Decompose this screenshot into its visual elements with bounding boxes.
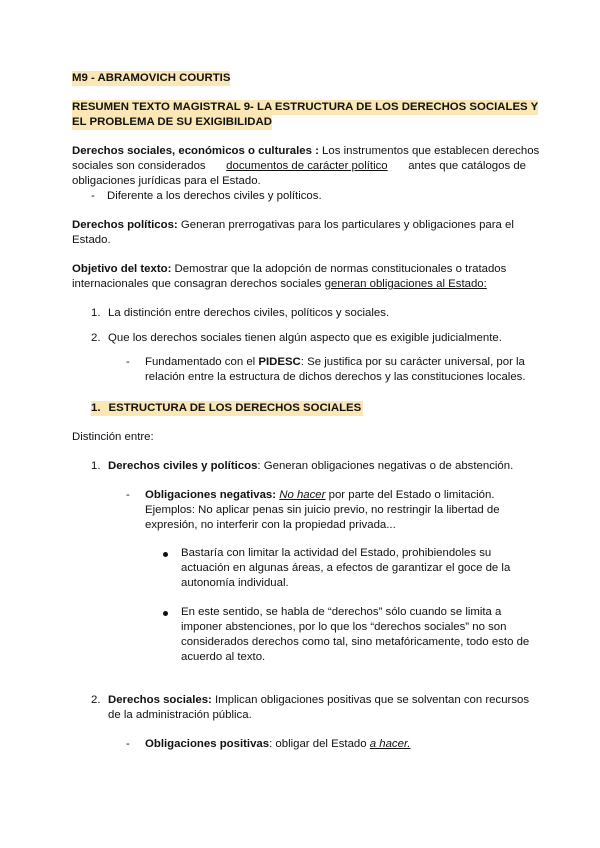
bullet-icon <box>163 552 168 557</box>
objective-text: internacionales que consagran derechos sociales <box>72 278 325 290</box>
examples-line-2: expresión, no interferir con la propiedad privada... <box>145 519 396 531</box>
bullet-line: acuerdo al texto. <box>181 651 266 663</box>
dash-marker: - <box>126 489 130 501</box>
objective-term: Objetivo del texto: <box>72 263 172 275</box>
list-number: 2. <box>91 694 101 706</box>
political-rights-line-1 <box>72 218 514 233</box>
intro-text: Los instrumentos que establecen derechos <box>318 145 540 157</box>
underlined-phrase: documentos de carácter político <box>226 160 388 172</box>
underlined-phrase: No hacer <box>279 489 326 501</box>
examples-line-1 <box>145 503 526 518</box>
negative-obligations-text: por parte del Estado o limitación. <box>325 489 495 501</box>
intro-paragraph-line-3: obligaciones jurídicas para el Estado. <box>72 175 261 187</box>
civil-rights-item <box>108 459 513 474</box>
document-title-line-2: EL PROBLEMA DE SU EXIGIBILIDAD <box>72 116 272 128</box>
pidesc-line-1 <box>145 355 525 370</box>
positive-obligations-term: Obligaciones positivas <box>145 738 270 750</box>
bullet-line: considerados derechos como tal, sino metafóricamente, todo esto de <box>181 636 530 648</box>
social-rights-term: Derechos sociales: <box>108 694 212 706</box>
intro-text: sociales son considerados <box>72 160 206 172</box>
underlined-phrase: generan obligaciones al Estado: <box>324 278 487 290</box>
examples-text: Ejemplos: No aplicar penas sin juicio previo, no restringir la libertad de <box>145 504 500 516</box>
section-number: 1. <box>91 402 101 414</box>
bullet-line: imponer abstenciones, por lo que los “derechos sociales” no son <box>181 621 507 633</box>
objective-line-1 <box>72 262 506 277</box>
social-rights-line-1 <box>108 693 529 708</box>
underlined-phrase: a hacer. <box>369 738 411 750</box>
intro-text: antes que catálogos de <box>408 160 526 172</box>
dash-marker: - <box>126 738 130 750</box>
list-number: 2. <box>91 332 101 344</box>
section-heading <box>91 401 363 416</box>
list-number: 1. <box>91 460 101 472</box>
bullet-line: Bastaría con limitar la actividad del Estado, prohibiendoles su <box>181 547 492 559</box>
section-title: ESTRUCTURA DE LOS DERECHOS SOCIALES <box>108 402 362 414</box>
pidesc-acronym: PIDESC <box>258 356 301 368</box>
pidesc-text: : Se justifica por su carácter universal, por la <box>300 356 525 368</box>
positive-obligations-line <box>145 737 411 752</box>
objective-item: Que los derechos sociales tienen algún aspecto que es exigible judicialmente. <box>108 332 502 344</box>
negative-obligations-line <box>145 488 495 503</box>
civil-rights-term: Derechos civiles y políticos <box>108 460 258 472</box>
objective-item: La distinción entre derechos civiles, políticos y sociales. <box>108 307 390 319</box>
pidesc-text: Fundamentado con el <box>145 356 259 368</box>
bullet-line: actuación en algunas áreas, a efectos de garantizar el goce de la <box>181 562 511 574</box>
pidesc-line-2: relación entre la estructura de dichos derechos y las constituciones locales. <box>145 371 526 383</box>
list-number: 1. <box>91 307 101 319</box>
document-title-line-1: RESUMEN TEXTO MAGISTRAL 9- LA ESTRUCTURA DE LOS DERECHOS SOCIALES Y <box>72 101 539 113</box>
social-rights-line-2: de la administración pública. <box>108 709 252 721</box>
objective-line-2 <box>72 277 487 292</box>
intro-dash-item: Diferente a los derechos civiles y políticos. <box>107 190 322 202</box>
dash-marker: - <box>91 190 95 202</box>
intro-paragraph-line-2 <box>72 159 526 174</box>
negative-obligations-term: Obligaciones negativas: <box>145 489 277 501</box>
political-rights-term: Derechos políticos: <box>72 219 178 231</box>
political-rights-line-2: Estado. <box>72 234 111 246</box>
positive-obligations-text: : obligar del Estado <box>269 738 370 750</box>
intro-paragraph-line-1 <box>72 144 539 159</box>
bullet-line: autonomía individual. <box>181 577 289 589</box>
intro-term: Derechos sociales, económicos o culturales : <box>72 145 319 157</box>
distinction-intro: Distinción entre: <box>72 431 154 443</box>
political-rights-text: Generan prerrogativas para los particulares y obligaciones para el <box>177 219 514 231</box>
objective-text: Demostrar que la adopción de normas constitucionales o tratados <box>171 263 507 275</box>
bullet-line: En este sentido, se habla de “derechos” sólo cuando se limita a <box>181 606 502 618</box>
social-rights-text: Implican obligaciones positivas que se solventan con recursos <box>211 694 530 706</box>
bullet-icon <box>163 611 168 616</box>
dash-marker: - <box>126 356 130 368</box>
document-header: M9 - ABRAMOVICH COURTIS <box>72 72 231 84</box>
civil-rights-text: : Generan obligaciones negativas o de abstención. <box>257 460 514 472</box>
